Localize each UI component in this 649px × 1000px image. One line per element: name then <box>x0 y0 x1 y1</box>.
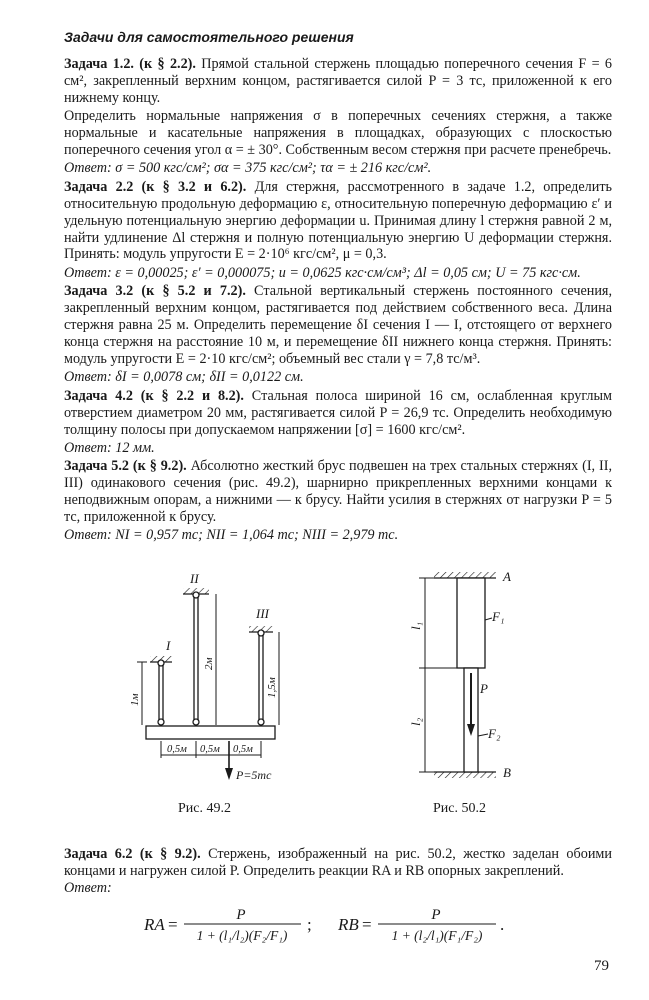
svg-text:;: ; <box>307 915 312 934</box>
problem-title: Задача 1.2. (к § 2.2). <box>64 56 196 72</box>
answer-text: σ = 500 кгс/см²; σα = 375 кгс/см²; τα = ± 216 кгс/см². <box>115 160 432 177</box>
spacing-1: 0,5м <box>167 744 187 755</box>
problem-4-2 <box>64 388 612 439</box>
problems-text <box>64 56 612 546</box>
length-i: 1м <box>129 693 141 706</box>
problem-title: Задача 5.2 (к § 9.2). <box>64 458 187 475</box>
rod-label-iii: III <box>256 606 269 621</box>
figure-50-2 <box>408 569 511 780</box>
problem-title: Задача 2.2 (к § 3.2 и 6.2). <box>64 178 247 195</box>
problem-text-2: Определить нормальные напряжения σ в поперечных сечениях стержня, а также нормальные и касательные напряжения в площадках, образующих с плоскостью поперечного сечения угол α = ± 30°. Собственным весом стержня при расчете пренебречь. <box>64 108 612 159</box>
ra-numerator: P <box>236 907 246 923</box>
svg-text:.: . <box>500 915 505 934</box>
problem-text: Прямой стальной стержень площадью поперечного сечения F = 6 см², закрепленный верхним концом, растягивается силой P = 3 тс, приложенной к его нижнему концу. <box>64 56 612 106</box>
answer-label: Ответ: <box>64 264 112 281</box>
length-ii: 2м <box>203 657 215 670</box>
page-number: 79 <box>594 958 609 974</box>
hinge <box>158 719 164 725</box>
label-l1: l₁ <box>408 621 423 630</box>
answer-3-2 <box>64 369 612 386</box>
answer-formula <box>60 902 600 948</box>
support-b <box>434 772 496 778</box>
ra-denominator: 1 + (l₁/l₂)(F₂/F₁) <box>196 928 288 943</box>
label-f2: F₂ <box>488 726 501 741</box>
rod-label-i: I <box>166 638 171 653</box>
svg-text:=: = <box>362 915 372 934</box>
problem-title: Задача 6.2 (к § 9.2). <box>64 846 201 862</box>
caption-fig-50: Рис. 50.2 <box>433 801 486 816</box>
figures-svg <box>0 558 649 828</box>
problem-text: Стержень, изображенный на рис. 50.2, жестко заделан обоими концами и нагружен силой P. Определить реакции RA и RB опорных закреплений. <box>64 846 612 879</box>
answer-5-2 <box>64 527 612 544</box>
section-heading: Задачи для самостоятельного решения <box>64 29 354 45</box>
figures <box>0 558 649 828</box>
problem-5-2 <box>64 458 612 526</box>
problem-6-2 <box>64 846 612 897</box>
problem-title: Задача 4.2 (к § 2.2 и 8.2). <box>64 387 244 404</box>
rb-denominator: 1 + (l₂/l₁)(F₁/F₂) <box>391 928 483 943</box>
answer-text: δI = 0,0078 см; δII = 0,0122 см. <box>115 369 304 386</box>
svg-text:=: = <box>168 915 178 934</box>
label-b: B <box>503 765 511 780</box>
label-a: A <box>503 569 511 584</box>
hinge <box>158 660 164 666</box>
answer-1-2 <box>64 160 612 177</box>
hinge <box>193 592 199 598</box>
answer-text: 12 мм. <box>115 439 155 456</box>
spacing-2: 0,5м <box>200 744 220 755</box>
answer-text: ε = 0,00025; ε′ = 0,000075; u = 0,0625 кгс·см/см³; Δl = 0,05 см; U = 75 кгс·см. <box>115 264 581 281</box>
answer-text: NI = 0,957 тс; NII = 1,064 тс; NIII = 2,979 тс. <box>115 527 399 544</box>
answer-label: Ответ: <box>64 439 112 456</box>
label-f1: F₁ <box>492 609 505 624</box>
answer-2-2 <box>64 265 612 282</box>
problem-text: Стальная полоса шириной 16 см, ослабленная круглым отверстием диаметром 20 мм, растягивается силой P = 26,9 тс. Определить необходимую толщину полосы при допускаемом напряжении [σ] = 1600 кгс/см². <box>64 387 613 438</box>
problem-text: Для стержня, рассмотренного в задаче 1.2, определить относительную продольную деформацию ε, относительную поперечную деформацию ε′ и удельную потенциальную энергию деформации u. Принимая длину l стержня равной 2 м, найти удлинение Δl стержня и полную потенциальную энергию U деформации стержня. Принять: модуль упругости E = 2·10⁶ кгс/см², μ = 0,3. <box>64 178 612 263</box>
figure-49-2 <box>129 571 279 782</box>
rb-numerator: P <box>431 907 441 923</box>
load-label: P=5тс <box>236 768 272 782</box>
problem-2-2 <box>64 179 612 264</box>
length-iii: 1,5м <box>266 677 278 698</box>
rigid-beam <box>146 726 275 739</box>
answer-label: Ответ: <box>64 527 112 544</box>
label-p: P <box>480 681 488 696</box>
problem-text: Стальной вертикальный стержень постоянного сечения, закрепленный верхним концом, растягивается под действием собственного веса. Длина стержня равна 25 м. Определить перемещение δI сечения I — I, отстоящего от верхнего конца стержня на расстояние 10 м, и перемещение δII нижнего конца стержня. Принять: модуль упругости E = 2·10 кгс/см²; объемный вес стали γ = 7,8 тс/м³. <box>64 283 613 367</box>
rb-lhs: RB <box>338 915 359 934</box>
answer-4-2 <box>64 440 612 457</box>
problem-1-2-cont <box>64 108 612 159</box>
answer-label: Ответ: <box>64 160 112 177</box>
support-a <box>434 572 496 578</box>
answer-label: Ответ: <box>64 369 112 386</box>
section-1 <box>457 578 485 668</box>
rod-label-ii: II <box>190 571 199 586</box>
ra-lhs: RA <box>144 915 165 934</box>
hinge <box>258 630 264 636</box>
hinge <box>258 719 264 725</box>
problem-title: Задача 3.2 (к § 5.2 и 7.2). <box>64 283 246 300</box>
problem-3-2 <box>64 283 612 368</box>
hinge <box>193 719 199 725</box>
label-l2: l₂ <box>408 717 423 726</box>
answer-label: Ответ: <box>64 880 112 896</box>
problem-text: Абсолютно жесткий брус подвешен на трех стальных стержнях (I, II, III) одинакового сечения (рис. 49.2), шарнирно прикрепленных верхними концами к неподвижным опорам, а нижними — к брусу. Найти усилия в стержнях от нагрузки P = 5 тс, приложенной к брусу. <box>64 458 612 526</box>
caption-fig-49: Рис. 49.2 <box>178 801 231 816</box>
problem-1-2 <box>64 56 612 107</box>
spacing-3: 0,5м <box>233 744 253 755</box>
